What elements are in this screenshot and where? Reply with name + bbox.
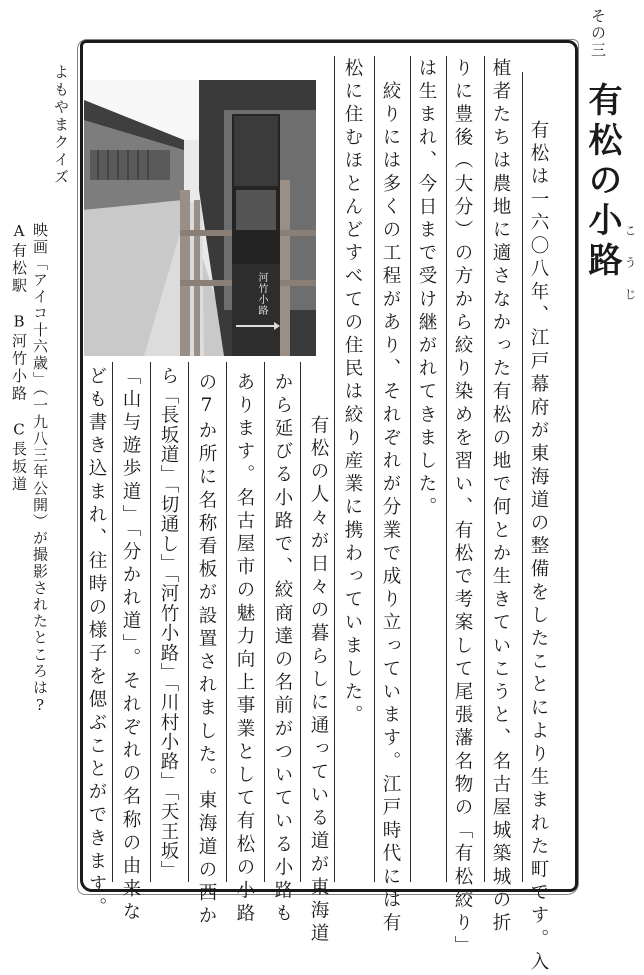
title-ruby: こうじ [623, 224, 637, 320]
column-rule [374, 56, 375, 882]
column-rule [150, 362, 151, 882]
series-label: その三 [589, 8, 607, 59]
quiz-question: 映画「アイコ十六歳」（一九八三年公開）が撮影されたところは? [31, 222, 49, 716]
column-rule [334, 56, 335, 882]
quiz-heading: よもやまクイズ [52, 64, 70, 187]
text-column: あります。名古屋市の魅力向上事業として有松の小路 [234, 372, 255, 927]
page-title: 有松の小路 [582, 82, 622, 282]
text-column: から延びる小路で、絞商達の名前がついている小路も [272, 372, 293, 927]
text-column: は生まれ、今日まで受け継がれてきました。 [416, 58, 437, 520]
column-rule [264, 362, 265, 882]
column-rule [484, 56, 485, 882]
text-column: ども書き込まれ、往時の様子を偲ぶことができます。 [86, 366, 107, 921]
column-rule [112, 362, 113, 882]
column-rule [300, 362, 301, 882]
column-rule [410, 56, 411, 882]
sign-label: 河竹小路 [256, 272, 267, 316]
text-column: りに豊後（大分）の方から絞り染めを習い、有松で考案して尾張藩名物の「有松絞り」 [452, 58, 473, 959]
column-rule [226, 362, 227, 882]
text-column: の7か所に名称看板が設置されました。東海道の西か [196, 372, 217, 929]
text-column: 有松の人々が日々の暮らしに通っている道が東海道 [308, 392, 329, 947]
text-column: 植者たちは農地に適さなかった有松の地で何とか生きていこうと、名古屋城築城の折 [490, 58, 511, 936]
text-column: ら「長坂道」「切通し」「河竹小路」「川村小路」「天王坂」 [158, 366, 179, 881]
text-column: 絞りには多くの工程があり、それぞれが分業で成り立っています。江戸時代には有 [380, 58, 401, 936]
text-column: 有松は一六〇八年、江戸幕府が東海道の整備をしたことにより生まれた町です。入 [528, 120, 549, 975]
text-column: 「山与遊歩道」「分かれ道」。それぞれの名称の由来な [120, 366, 141, 925]
quiz-options: A有松駅 B河竹小路 C長坂道 [10, 222, 28, 494]
text-column: 松に住むほとんどすべての住民は絞り産業に携わっていました。 [342, 58, 363, 728]
column-rule [446, 56, 447, 882]
column-rule [522, 72, 523, 882]
street-photo-illustration [84, 80, 316, 356]
column-rule [188, 362, 189, 882]
street-photo [84, 80, 316, 356]
